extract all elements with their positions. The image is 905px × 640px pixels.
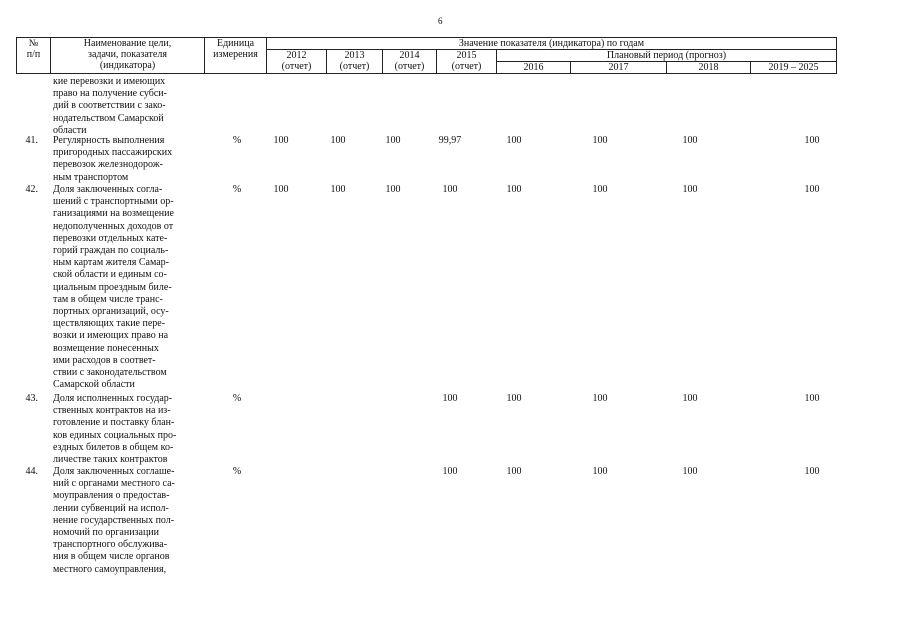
value-2012: 100 bbox=[273, 184, 289, 195]
row-number: 44. bbox=[25, 466, 38, 477]
row-name: кие перевозки и имеющих право на получение субси- дий в соответствии с зако- нодательством Самарской области bbox=[53, 76, 167, 136]
header-year-2013: 2013 (отчет) bbox=[327, 50, 383, 74]
table-header bbox=[16, 37, 837, 74]
value-2016: 100 bbox=[506, 135, 522, 146]
value-2013: 100 bbox=[330, 135, 346, 146]
header-year-2012: 2012 (отчет) bbox=[267, 50, 327, 74]
header-year-2016: 2016 bbox=[497, 62, 571, 74]
value-2014: 100 bbox=[385, 184, 401, 195]
value-2016: 100 bbox=[506, 184, 522, 195]
value-2015: 100 bbox=[442, 393, 458, 404]
header-year-2015: 2015 (отчет) bbox=[437, 50, 497, 74]
row-number: 41. bbox=[25, 135, 38, 146]
row-name: Регулярность выполнения пригородных пассажирских перевозок железнодорож- ным транспортом bbox=[53, 135, 173, 183]
value-2016: 100 bbox=[506, 393, 522, 404]
row-name: Доля исполненных государ- ственных контрактов на из- готовление и поставку блан- ков единых социальных про- ездных билетов в общем ко- личестве таких контрактов bbox=[53, 393, 177, 466]
value-2015: 100 bbox=[442, 466, 458, 477]
value-2019-2025: 100 bbox=[804, 135, 820, 146]
value-2018: 100 bbox=[682, 135, 698, 146]
row-unit: % bbox=[232, 184, 242, 195]
value-2017: 100 bbox=[592, 466, 608, 477]
value-2013: 100 bbox=[330, 184, 346, 195]
header-plan-period: Плановый период (прогноз) bbox=[497, 50, 837, 62]
header-year-2014: 2014 (отчет) bbox=[383, 50, 437, 74]
value-2014: 100 bbox=[385, 135, 401, 146]
value-2018: 100 bbox=[682, 393, 698, 404]
value-2017: 100 bbox=[592, 135, 608, 146]
value-2019-2025: 100 bbox=[804, 184, 820, 195]
value-2018: 100 bbox=[682, 466, 698, 477]
header-number: № п/п bbox=[17, 38, 51, 74]
value-2017: 100 bbox=[592, 393, 608, 404]
value-2015: 100 bbox=[442, 184, 458, 195]
header-values: Значение показателя (индикатора) по годам bbox=[267, 38, 837, 50]
row-number: 42. bbox=[25, 184, 38, 195]
row-unit: % bbox=[232, 466, 242, 477]
header-unit: Единица измерения bbox=[205, 38, 267, 74]
value-2016: 100 bbox=[506, 466, 522, 477]
row-number: 43. bbox=[25, 393, 38, 404]
value-2019-2025: 100 bbox=[804, 393, 820, 404]
header-year-2017: 2017 bbox=[571, 62, 667, 74]
value-2017: 100 bbox=[592, 184, 608, 195]
row-name: Доля заключенных согла- шений с транспортными ор- ганизациями на возмещение недополученных доходов от перевозки отдельных катe- горий граждан по социаль- ным картам жителя Самар- ской области и единым со- циальным проездным биле- там в общем числе транс- портных организаций, осу- ществляющих такие пере- возки и имеющих право на возмещение понесенных ими расходов в соответ- ствии с законодательством Самарской области bbox=[53, 184, 174, 391]
value-2019-2025: 100 bbox=[804, 466, 820, 477]
row-name: Доля заключенных соглаше- ний с органами местного са- моуправления о предостав- лении субвенций на испол- нение государственных пол- номочий по организации транспортного обслужива- ния в общем числе органов местного самоуправления, bbox=[53, 466, 175, 575]
value-2018: 100 bbox=[682, 184, 698, 195]
row-unit: % bbox=[232, 393, 242, 404]
row-unit: % bbox=[232, 135, 242, 146]
header-name: Наименование цели, задачи, показателя (индикатора) bbox=[51, 38, 205, 74]
header-year-2019-2025: 2019 – 2025 bbox=[751, 62, 837, 74]
page-number: 6 bbox=[438, 16, 443, 26]
header-year-2018: 2018 bbox=[667, 62, 751, 74]
value-2012: 100 bbox=[273, 135, 289, 146]
value-2015: 99,97 bbox=[438, 135, 462, 146]
